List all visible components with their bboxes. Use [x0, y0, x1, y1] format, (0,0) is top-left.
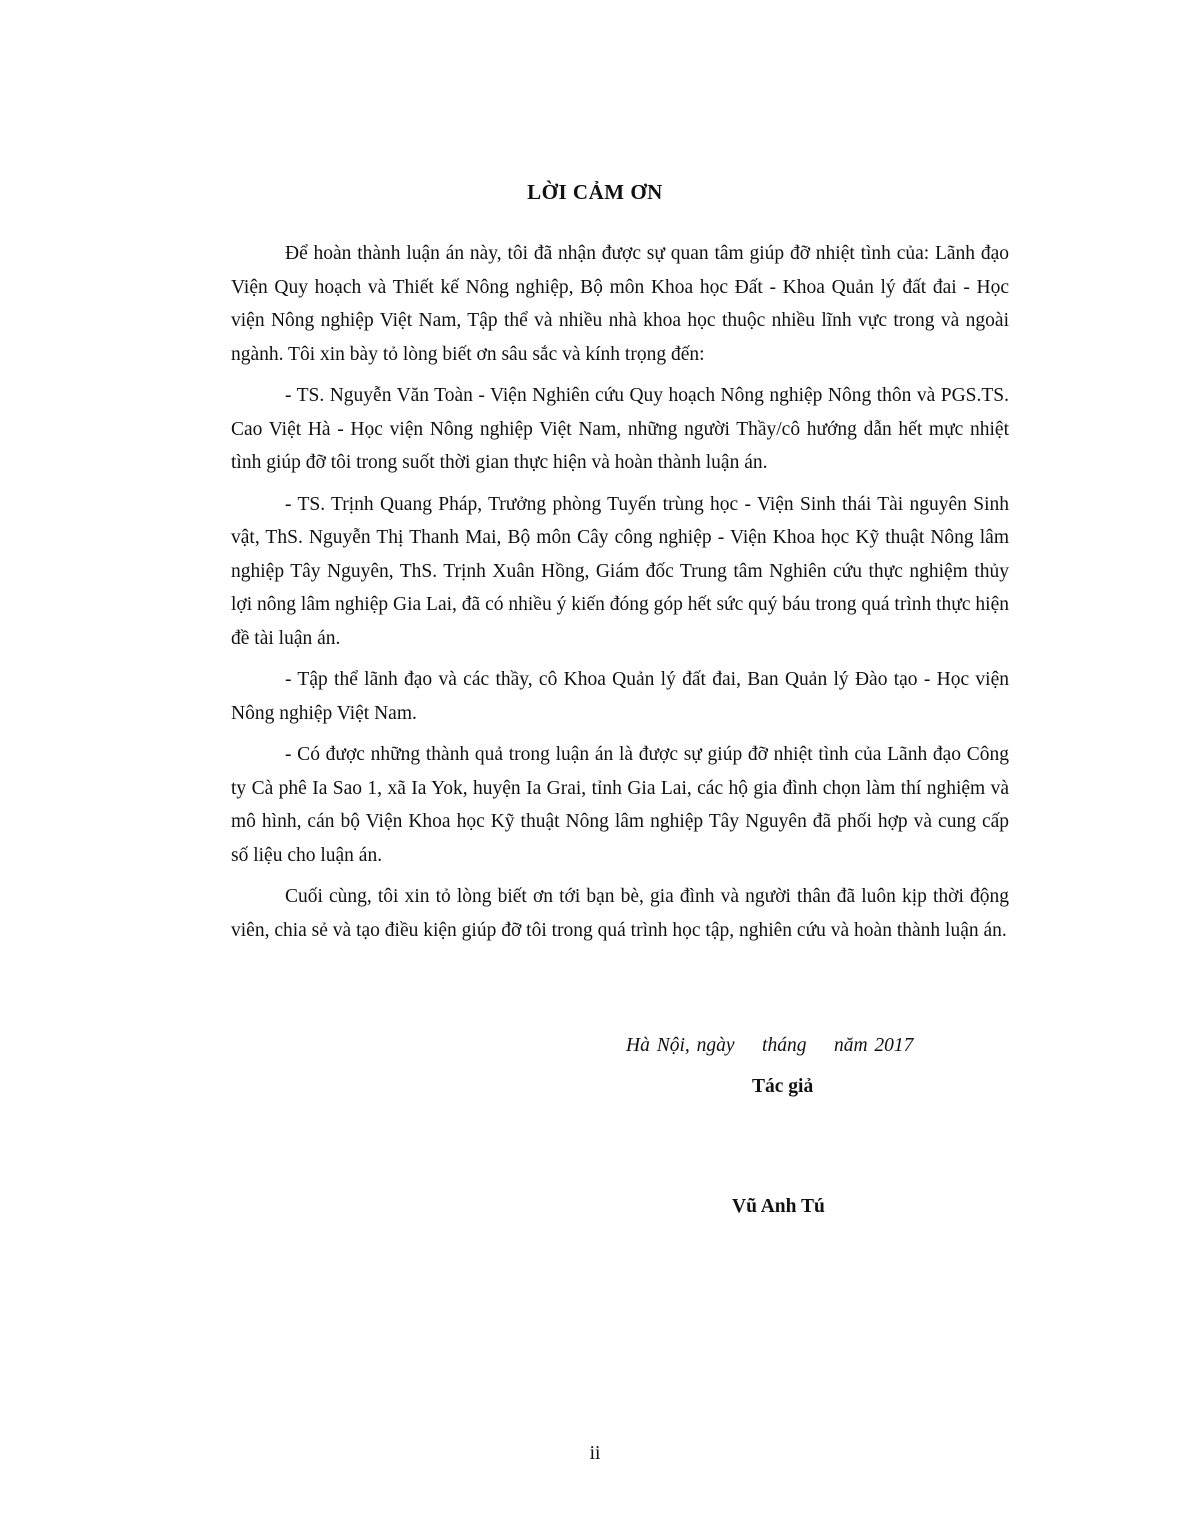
paragraph-faculty: - Tập thể lãnh đạo và các thầy, cô Khoa Quản lý đất đai, Ban Quản lý Đào tạo - Học viện Nông nghiệp Việt Nam. [231, 669, 1009, 724]
signoff-date: Hà Nội, ngày tháng năm 2017 [626, 1035, 914, 1056]
author-name: Vũ Anh Tú [732, 1196, 825, 1217]
paragraph-closing: Cuối cùng, tôi xin tỏ lòng biết ơn tới bạn bè, gia đình và người thân đã luôn kịp thời động viên, chia sẻ và tạo điều kiện giúp đỡ tôi trong quá trình học tập, nghiên cứu và hoàn thành luận án. [231, 886, 1009, 941]
paragraph-intro: Để hoàn thành luận án này, tôi đã nhận được sự quan tâm giúp đỡ nhiệt tình của: Lãnh đạo Viện Quy hoạch và Thiết kế Nông nghiệp, Bộ môn Khoa học Đất - Khoa Quản lý đất đai - Học viện Nông nghiệp Việt Nam, Tập thể và nhiều nhà khoa học thuộc nhiều lĩnh vực trong và ngoài ngành. Tôi xin bày tỏ lòng biết ơn sâu sắc và kính trọng đến: [231, 243, 1009, 365]
page-number: ii [589, 1443, 601, 1464]
paragraph-field-support: - Có được những thành quả trong luận án là được sự giúp đỡ nhiệt tình của Lãnh đạo Công ty Cà phê Ia Sao 1, xã Ia Yok, huyện Ia Grai, tỉnh Gia Lai, các hộ gia đình chọn làm thí nghiệm và mô hình, cán bộ Viện Khoa học Kỹ thuật Nông lâm nghiệp Tây Nguyên đã phối hợp và cung cấp số liệu cho luận án. [231, 744, 1009, 866]
paragraph-contributors: - TS. Trịnh Quang Pháp, Trưởng phòng Tuyến trùng học - Viện Sinh thái Tài nguyên Sinh vật, ThS. Nguyễn Thị Thanh Mai, Bộ môn Cây công nghiệp - Viện Khoa học Kỹ thuật Nông lâm nghiệp Tây Nguyên, ThS. Trịnh Xuân Hồng, Giám đốc Trung tâm Nghiên cứu thực nghiệm thủy lợi nông lâm nghiệp Gia Lai, đã có nhiều ý kiến đóng góp hết sức quý báu trong quá trình thực hiện đề tài luận án. [231, 493, 1009, 649]
signoff-role: Tác giả [752, 1076, 814, 1097]
acknowledgement-body [231, 237, 1009, 955]
paragraph-supervisors: - TS. Nguyễn Văn Toàn - Viện Nghiên cứu Quy hoạch Nông nghiệp Nông thôn và PGS.TS. Cao Việt Hà - Học viện Nông nghiệp Việt Nam, những người Thầy/cô hướng dẫn hết mực nhiệt tình giúp đỡ tôi trong suốt thời gian thực hiện và hoàn thành luận án. [231, 385, 1009, 473]
page-title: LỜI CẢM ƠN [527, 180, 663, 204]
